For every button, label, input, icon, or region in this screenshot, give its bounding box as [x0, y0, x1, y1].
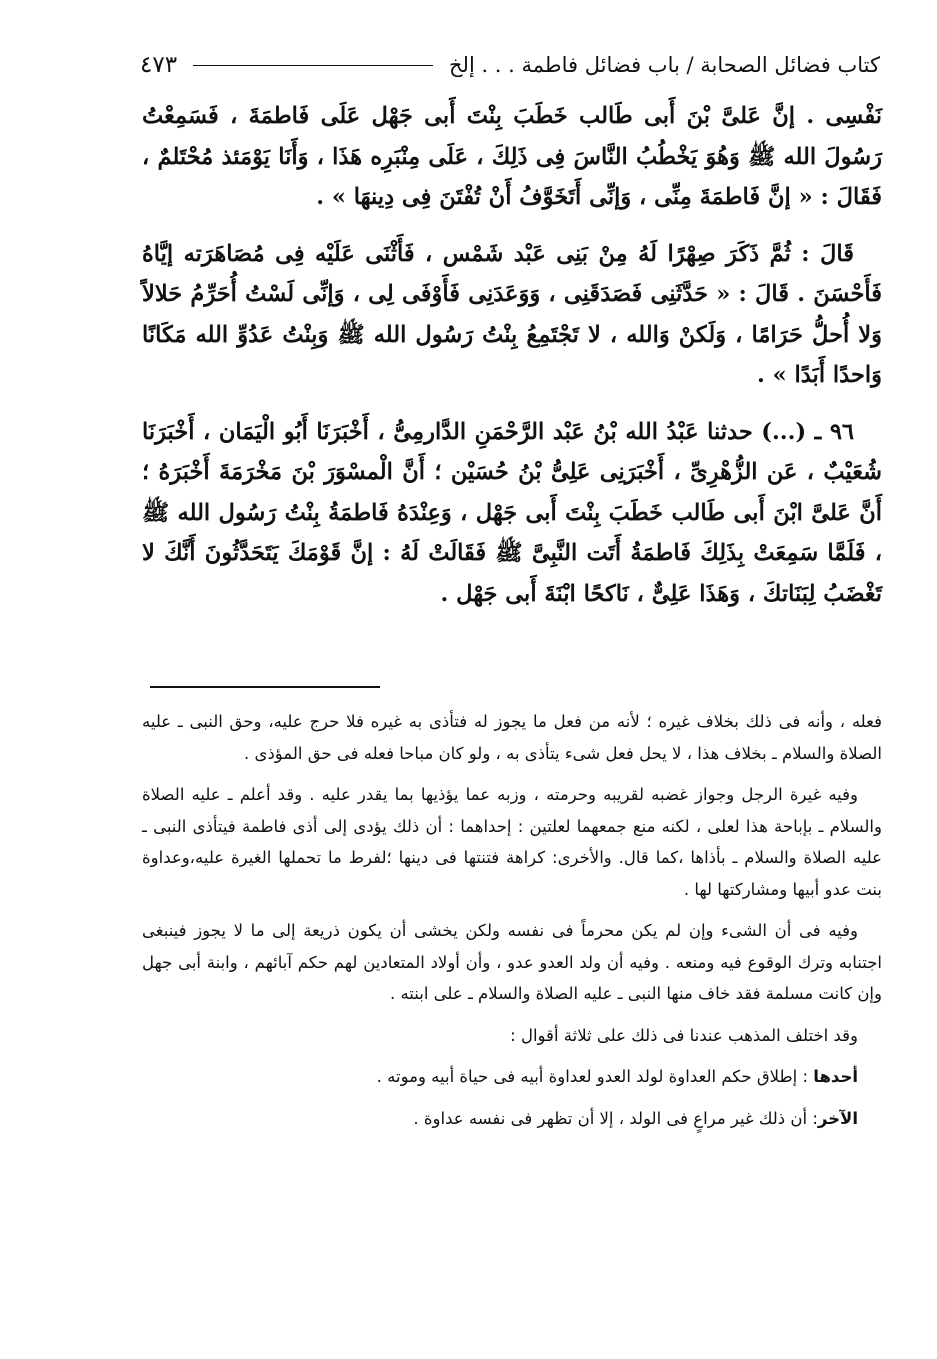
header-title: كتاب فضائل الصحابة / باب فضائل فاطمة . . . إلخ	[448, 53, 880, 77]
opinion-item	[142, 1103, 882, 1135]
footnote-divider	[150, 686, 380, 688]
hadith-paragraph: ٩٦ ـ (...) حدثنا عَبْدُ الله بْنُ عَبْد الرَّحْمَنِ الدَّارمِىُّ ، أَخْبَرَنَا أَبُو الْيَمَان ، أَخْبَرَنَا شُعَيْبٌ ، عَن الزُّهْرِىِّ ، أَخْبَرَنِى عَلِىُّ بْنُ حُسَيْن ؛ أَنَّ الْمسْوَرَ بْنَ مَخْرَمَةَ أَخْبَرَهُ ؛ أَنَّ عَلىَّ ابْنَ أَبى طَالب خَطَبَ بِنْتَ أَبى جَهْل ، وَعِنْدَهُ فَاطمَةُ بِنْتُ رَسُول الله ﷺ ، فَلَمَّا سَمِعَتْ بِذَلِكَ فَاطمَةُ أَتَت النَّبِىَّ ﷺ فَقَالَتْ لَهُ : إنَّ قَوْمَكَ يَتَحَدَّثُونَ أَنَّكَ لا تَغْضَبُ لِبَنَاتكَ ، وَهَذَا عَلِىٌّ ، نَاكحًا ابْنَةَ أَبى جَهْل .	[142, 418, 882, 607]
opinion-text: : أن ذلك غير مراعٍ فى الولد ، إلا أن تظهر فى نفسه عداوة .	[413, 1108, 818, 1128]
opinion-item	[142, 1061, 882, 1093]
opinion-term: أحدها	[813, 1067, 858, 1086]
hadith-text	[142, 96, 882, 614]
hadith-paragraph: نَفْسِى . إنَّ عَلىَّ بْنَ أَبى طَالب خَطَبَ بِنْتَ أَبى جَهْل عَلَى فَاطمَةَ ، فَسَمِعْتُ رَسُولَ الله ﷺ وَهُوَ يَخْطُبُ النَّاسَ فِى ذَلِكَ ، عَلَى مِنْبَرِه هَذَا ، وَأَنَا يَوْمَئذ مُحْتَلمٌ ، فَقَالَ : « إنَّ فَاطمَةَ مِنِّى ، وَإنِّى أَتَخَوَّفُ أَنْ تُفْتَنَ فِى دِينهَا » .	[142, 103, 882, 210]
commentary	[142, 706, 882, 1134]
hadith-paragraph: قَالَ : ثُمَّ ذَكَرَ صِهْرًا لَهُ مِنْ بَنِى عَبْد شَمْس ، فَأَثْنَى عَلَيْه فِى مُصَاهَرَته إيَّاهُ فَأَحْسَنَ . قَالَ : « حَدَّثَنِى فَصَدَقَنِى ، وَوَعَدَنِى فَأَوْفَى لِى ، وَإنِّى لَسْتُ أُحَرِّمُ حَلالاً وَلا أُحلُّ حَرَامًا ، وَلَكنْ وَالله ، لا تَجْتَمِعُ بِنْتُ رَسُول الله ﷺ وَبِنْتُ عَدُوِّ الله مَكَانًا وَاحدًا أَبَدًا » .	[142, 240, 882, 388]
opinion-term: الآخر	[817, 1108, 858, 1128]
running-header	[140, 48, 880, 82]
commentary-paragraph: وقد اختلف المذهب عندنا فى ذلك على ثلاثة أقوال :	[510, 1025, 858, 1045]
commentary-paragraph: وفيه فى أن الشىء وإن لم يكن محرماً فى نفسه ولكن يخشى أن يكون ذريعة إلى ما لا يجوز فينبغى اجتنابه وترك الوقوع فيه ومنعه . وفيه أن ولد العدو عدو ، وأن أولاد المتعادين لهم حكم آبائهم ، وابنة أبى جهل وإن كانت مسلمة فقد خاف منها النبى ـ عليه الصلاة والسلام ـ على ابنته .	[142, 921, 882, 1003]
page-number: ٤٧٣	[140, 52, 178, 78]
commentary-paragraph: وفيه غيرة الرجل وجواز غضبه لقريبه وحرمته ، وزبه عما يؤذيها بما يقدر عليه . وقد أعلم ـ عليه الصلاة والسلام ـ بإباحة هذا لعلى ، لكنه منع جمعهما لعلتين : إحداهما : أن ذلك يؤدى إلى أذى فاطمة فيتأذى النبى ـ عليه الصلاة والسلام ـ بأذاها ،كما قال. والأخرى: كراهة فتنتها فى دينها ؛لفرط ما تحملها الغيرة عليه،وعداوة بنت عدو أبيها ومشاركتها لها .	[142, 785, 882, 899]
opinion-text: : إطلاق حكم العداوة لولد العدو لعداوة أبيه فى حياة أبيه وموته .	[376, 1067, 814, 1086]
header-rule	[193, 65, 433, 66]
commentary-paragraph: فعله ، وأنه فى ذلك بخلاف غيره ؛ لأنه من فعل ما يجوز له فتأذى به غيره فلا حرج عليه، وحق النبى ـ عليه الصلاة والسلام ـ بخلاف هذا ، لا يحل فعل شىء يتأذى به ، ولو كان مباحا فعله فى حق المؤذى .	[142, 712, 882, 763]
